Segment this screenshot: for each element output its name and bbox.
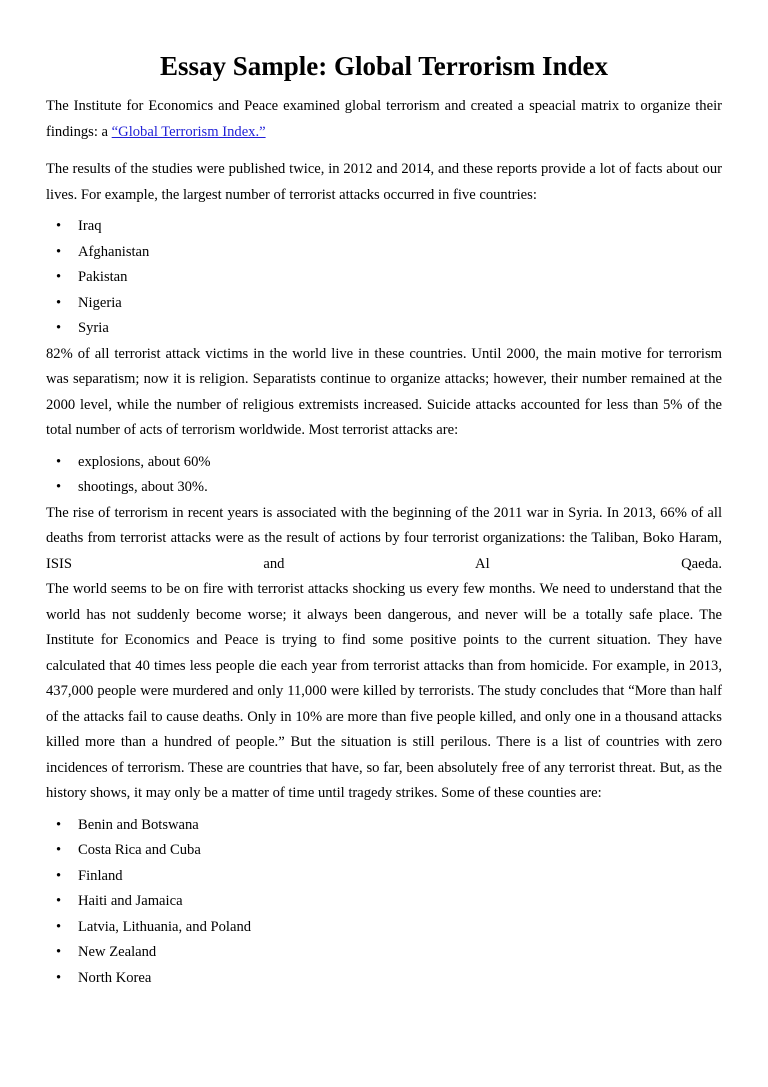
intro-paragraph [46, 94, 722, 145]
list-item: • explosions, about 60% [46, 450, 722, 476]
list-item: • Finland [46, 864, 722, 890]
list-item: • New Zealand [46, 940, 722, 966]
list-item: • Pakistan [46, 265, 722, 291]
bullet-icon: • [56, 269, 62, 285]
list-item: • Costa Rica and Cuba [46, 838, 722, 864]
world-paragraph: The world seems to be on fire with terrorist attacks shocking us every few months. We need to understand that the world has not suddenly become worse; it always been dangerous, and never will be a totally safe place. The Institute for Economics and Peace is trying to find some positive points to the current situation. They have calculated that 40 times less people die each year from terrorist attacks than from homicide. For example, in 2013, 437,000 people were murdered and only 11,000 were killed by terrorists. The study concludes that “More than half of the attacks fail to cause deaths. Only in 10% are more than five people killed, and only one in a thousand attacks killed more than a hundred of people.” But the situation is still perilous. There is a list of countries with zero incidences of terrorism. These are countries that have, so far, been absolutely free of any terrorist threat. But, as the history shows, it may only be a matter of time until tragedy strikes. Some of these counties are: [46, 581, 722, 801]
page-title: Essay Sample: Global Terrorism Index [159, 51, 609, 81]
list-item: • Nigeria [46, 291, 722, 317]
safe-countries-list [46, 813, 722, 992]
bullet-icon: • [56, 867, 62, 884]
list-item: • Afghanistan [46, 240, 722, 266]
list-item: • North Korea [46, 966, 722, 992]
bullet-icon: • [56, 294, 62, 311]
list-item: • Iraq [46, 214, 722, 240]
victims-paragraph: 82% of all terrorist attack victims in the world live in these countries. Until 2000, the main motive for terrorism was separatism; now it is religion. Separatists continue to organize attacks; however, their number remained at the 2000 level, while the number of religious extremists increased. Suicide attacks accounted for less than 5% of the total number of acts of terrorism worldwide. Most terrorist attacks are: [46, 345, 722, 438]
list-item: • Haiti and Jamaica [46, 889, 722, 915]
bullet-icon: • [56, 320, 62, 336]
bullet-icon: • [56, 842, 62, 858]
bullet-icon: • [56, 893, 62, 909]
bullet-icon: • [56, 969, 62, 986]
intro-text: The Institute for Economics and Peace examined global terrorism and created a speacial matrix to organize their findings: a [46, 98, 722, 140]
list-item: • Syria [46, 316, 722, 342]
list-item: • shootings, about 30%. [46, 475, 722, 501]
bullet-icon: • [56, 218, 62, 234]
bullet-icon: • [56, 816, 62, 833]
rise-paragraph: The rise of terrorism in recent years is associated with the beginning of the 2011 war in Syria. In 2013, 66% of all deaths from terrorist attacks were as the result of actions by four terrorist organizations: the Taliban, Boko Haram, ISIS and Al Qaeda. [46, 504, 722, 572]
bullet-icon: • [56, 243, 62, 260]
bullet-icon: • [56, 479, 62, 495]
top-countries-list [46, 214, 722, 342]
bullet-icon: • [56, 453, 62, 470]
results-paragraph: The results of the studies were published twice, in 2012 and 2014, and these reports provide a lot of facts about our lives. For example, the largest number of terrorist attacks occurred in five countries: [46, 161, 722, 203]
list-item: • Benin and Botswana [46, 813, 722, 839]
bullet-icon: • [56, 918, 62, 935]
list-item: • Latvia, Lithuania, and Poland [46, 915, 722, 941]
global-terrorism-index-link[interactable]: “Global Terrorism Index.” [111, 123, 266, 140]
bullet-icon: • [56, 944, 62, 960]
attack-types-list [46, 450, 722, 501]
